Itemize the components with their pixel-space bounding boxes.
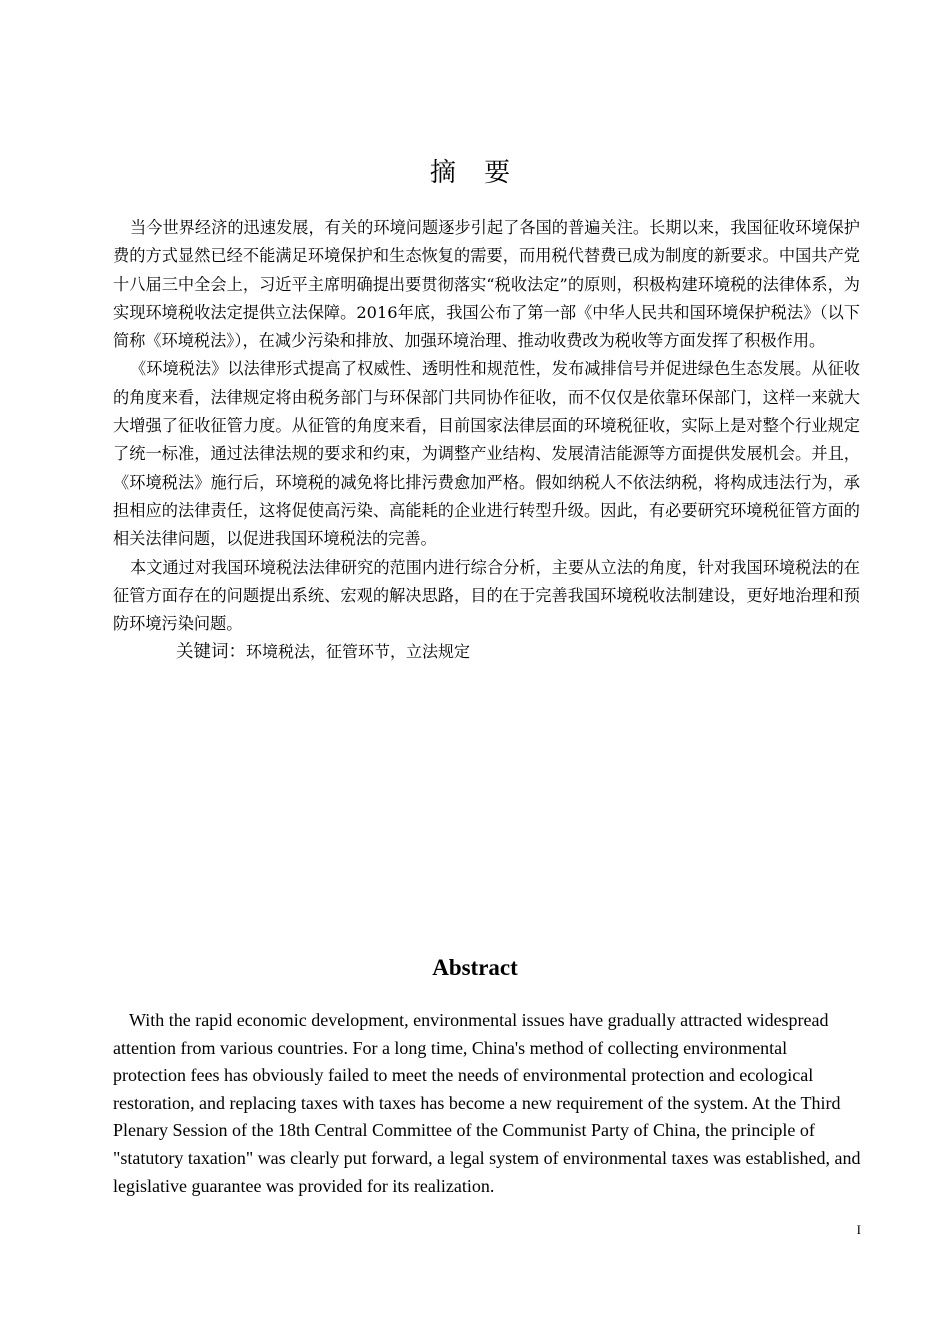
- keywords-text: 环境税法，征管环节，立法规定: [246, 642, 471, 662]
- abstract-zh-paragraph-1: 当今世界经济的迅速发展，有关的环境问题逐步引起了各国的普遍关注。长期以来，我国征收环境保护费的方式显然已经不能满足环境保护和生态恢复的需要，而用税代替费已成为制度的新要求。中国共产党十八届三中全会上，习近平主席明确提出要贯彻落实“税收法定”的原则，积极构建环境税的法律体系，为实现环境税收法定提供立法保障。2016年底，我国公布了第一部《中华人民共和国环境保护税法》（以下简称《环境税法》），在减少污染和排放、加强环境治理、推动收费改为税收等方面发挥了积极作用。: [113, 218, 860, 351]
- abstract-en-title: Abstract: [432, 955, 518, 980]
- abstract-zh-title: 摘 要: [429, 158, 521, 188]
- abstract-zh-body: [113, 214, 860, 666]
- keywords-label: 关键词：: [176, 642, 246, 663]
- keywords-line: [113, 638, 860, 666]
- abstract-zh-paragraph-2: 《环境税法》以法律形式提高了权威性、透明性和规范性，发布减排信号并促进绿色生态发展。从征收的角度来看，法律规定将由税务部门与环保部门共同协作征收，而不仅仅是依靠环保部门，这样一来就大大增强了征收征管力度。从征管的角度来看，目前国家法律层面的环境税征收，实际上是对整个行业规定了统一标准，通过法律法规的要求和约束，为调整产业结构、发展清洁能源等方面提供发展机会。并且，《环境税法》施行后，环境税的减免将比排污费愈加严格。假如纳税人不依法纳税，将构成违法行为，承担相应的法律责任，这将促使高污染、高能耗的企业进行转型升级。因此，有必要研究环境税征管方面的相关法律问题，以促进我国环境税法的完善。: [113, 359, 860, 549]
- page-number: I: [856, 1222, 861, 1237]
- abstract-en-body: [113, 1007, 861, 1200]
- abstract-zh-paragraph-3: 本文通过对我国环境税法法律研究的范围内进行综合分析，主要从立法的角度，针对我国环境税法的在征管方面存在的问题提出系统、宏观的解决思路，目的在于完善我国环境税收法制建设，更好地治理和预防环境污染问题。: [113, 557, 860, 634]
- abstract-en-paragraph: With the rapid economic development, environmental issues have gradually attracted widespread attention from various countries. For a long time, China's method of collecting environmental protection fees has obviously failed to meet the needs of environmental protection and ecological restoration, and replacing taxes with taxes has become a new requirement of the system. At the Third Plenary Session of the 18th Central Committee of the Communist Party of China, the principle of "statutory taxation" was clearly put forward, a legal system of environmental taxes was established, and legislative guarantee was provided for its realization.: [113, 1010, 861, 1196]
